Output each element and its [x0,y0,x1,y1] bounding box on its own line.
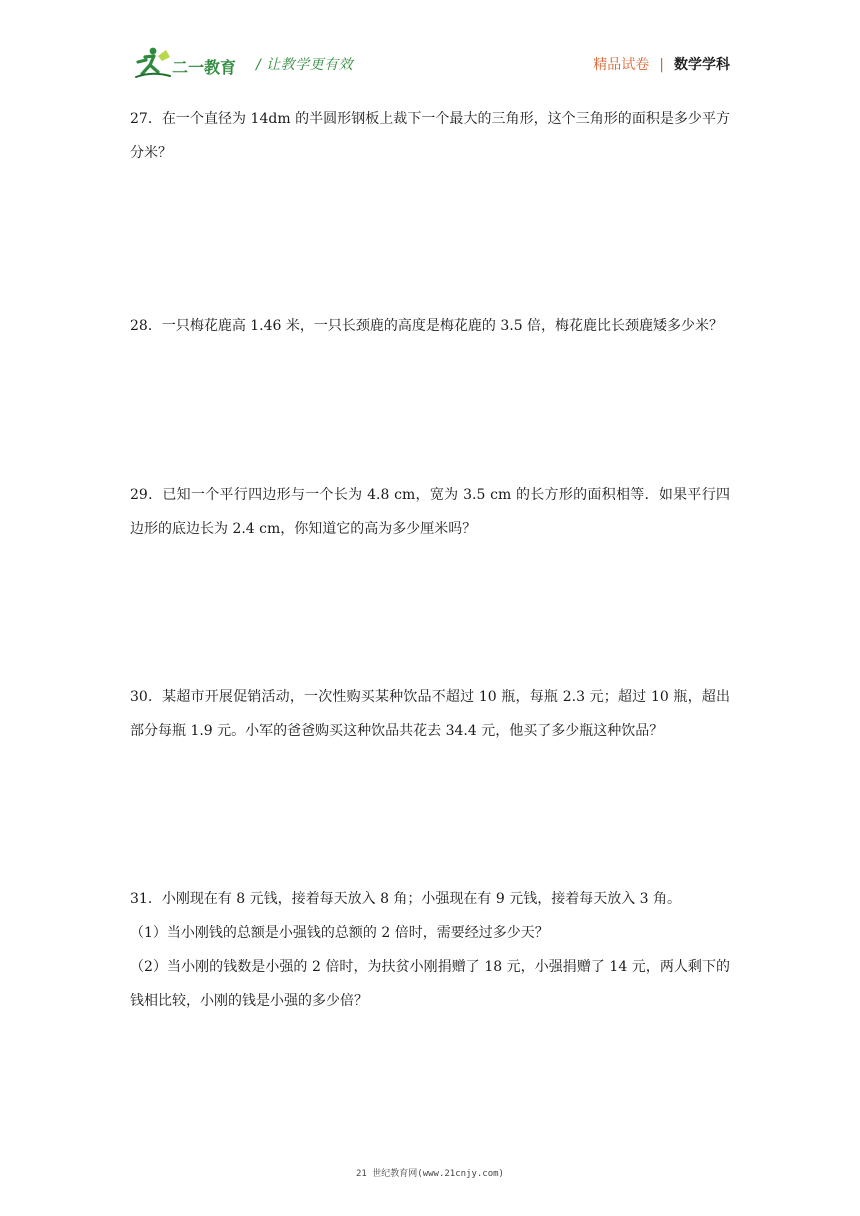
page-footer: 21 世纪教育网(www.21cnjy.com) [356,1169,504,1179]
header-tags [593,54,730,74]
question-31-part-1: （1）当小刚钱的总额是小强钱的总额的 2 倍时，需要经过多少天？ [130,925,549,941]
question-27 [130,102,730,170]
question-27-text: 27．在一个直径为 14dm 的半圆形钢板上裁下一个最大的三角形，这个三角形的面积是多少平方分米？ [130,111,730,161]
question-31 [130,882,730,1018]
page-header [132,44,730,84]
logo-text: 二一教育 [172,58,237,77]
tag-subject: 数学学科 [674,57,730,73]
question-31-text: 31．小刚现在有 8 元钱，接着每天放入 8 角；小强现在有 9 元钱，接着每天放入 3 角。 [130,891,682,907]
slogan: / 让教学更有效 [256,57,354,73]
question-30-text: 30．某超市开展促销活动，一次性购买某种饮品不超过 10 瓶，每瓶 2.3 元；超过 10 瓶，超出部分每瓶 1.9 元。小军的爸爸购买这种饮品共花去 34.4 元，他买了多少瓶这种饮品？ [130,689,730,739]
question-31-part-2: （2）当小刚的钱数是小强的 2 倍时，为扶贫小刚捐赠了 18 元，小强捐赠了 14 元，两人剩下的钱相比较，小刚的钱是小强的多少倍？ [130,959,730,1009]
question-29 [130,478,730,546]
logo-icon [132,46,246,80]
question-28-text: 28．一只梅花鹿高 1.46 米，一只长颈鹿的高度是梅花鹿的 3.5 倍，梅花鹿比长颈鹿矮多少米？ [130,318,724,334]
tag-separator: | [659,57,664,73]
question-30 [130,680,730,748]
question-28 [130,309,730,343]
question-29-text: 29．已知一个平行四边形与一个长为 4.8 cm，宽为 3.5 cm 的长方形的面积相等．如果平行四边形的底边长为 2.4 cm，你知道它的高为多少厘米吗？ [130,487,730,537]
tag-exam: 精品试卷 [593,57,650,73]
